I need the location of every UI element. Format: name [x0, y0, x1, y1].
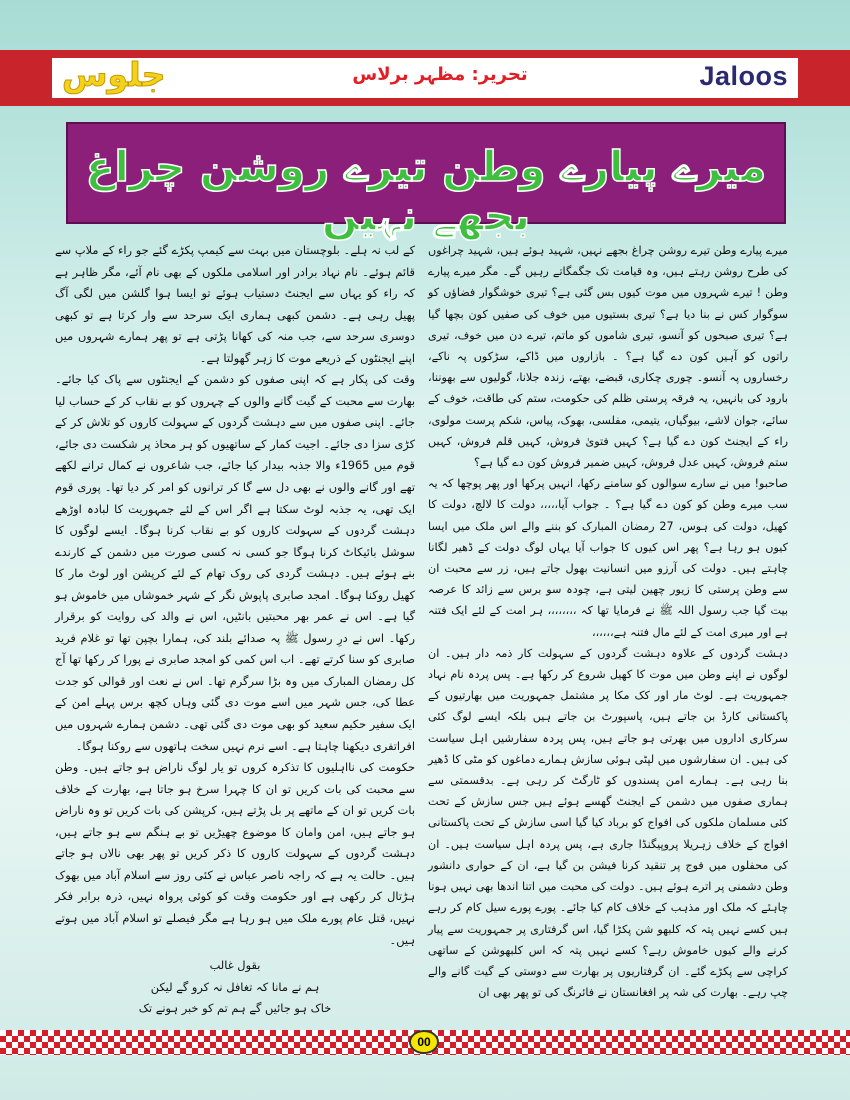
paragraph: میرے پیارے وطن تیرے روشن چراغ بجھے نہیں، شہید ہوئے ہیں، شہید چراغوں کی طرح روشن رہتے ہیں، وہ قیامت تک جگمگاتے رہیں گے۔ مگر میرے پیارے وطن ! تیرے شہروں میں موت کیوں بس گئی ہے؟ تیری خوشگوار فضاؤں کو سوگوار کس نے بنا دیا ہے؟ تیری بستیوں میں خوف کی صفیں کون بچھا گیا ہے؟ تیری صبحوں کو آنسو، تیری شاموں کو ماتم، تیرے دن میں خوف، تیری راتوں کو آہیں کون دے گیا ہے؟ ۔ بازاروں میں ڈاکے، سڑکوں پہ ناکے، رخساروں پہ آنسو۔ چوری چکاری، قبضے، بھتے، زندہ جلانا، گولیوں سے بھوننا، بارود کی بانہیں، یہ فرقہ پرستی ظلم کی حکومت، ستم کی طاقت، خوف کے سائے، جوان لاشے، بیوگیاں، یتیمی، مفلسی، بھوک، پیاس، شکم پرست مولوی، راء کے ایجنٹ کون دے گیا ہے؟ کہیں فتویٰ فروش، کہیں قلم فروش، کہیں ستم فروش، کہیں عدل فروش، کہیں ضمیر فروش کون دے گیا ہے؟	[428, 244, 788, 470]
byline: تحریر: مظہر برلاس	[352, 64, 528, 85]
column-right	[428, 240, 788, 1003]
logo-latin: Jaloos	[699, 61, 788, 91]
paragraph: وقت کی پکار ہے کہ اپنی صفوں کو دشمن کے ایجنٹوں سے پاک کیا جائے۔ بھارت سے محبت کے گیت گانے والوں کے چہروں کو بے نقاب کر کے حساب لیا جائے۔ اپنی صفوں میں سے دہشت گردوں کے سہولت کاروں کو تلاش کر کے کڑی سزا دی جائے۔ اجیت کمار کے ساتھیوں کو ہر محاذ پر شکست دی جائے، قوم میں 1965ء والا جذبہ بیدار کیا جائے، جب شاعروں نے کمال ترانے لکھے تھے اور گانے والوں نے بھی دل سے گا کر ترانوں کو امر کر دیا تھا۔ پوری قوم ایک تھی، یہ جذبہ لوٹ سکتا ہے اگر اس کے لئے جمہوریت کا لبادہ اوڑھے دہشت گردوں کے سہولت کاروں کو بے نقاب کرنا ہوگا۔ ایسے لوگوں کا سوشل بائیکاٹ کرنا ہوگا جو کسی نہ کسی صورت میں دشمن کے کارندے بنے ہوئے ہیں۔ دہشت گردی کی روک تھام کے لئے کرپشن اور لوٹ مار کا کھیل روکنا ہوگا۔ امجد صابری پاپوش نگر کے شہر خموشاں میں خاموش ہو گیا ہے۔ اس نے عمر بھر محبتیں بانٹیں، اس نے والد کی روایت کو برقرار رکھا۔ اس نے درِ رسول ﷺ پہ صدائے بلند کی، ہمارا بچپن تھا تو غلام فرید صابری کو سنا کرتے تھے۔ اب اس کمی کو امجد صابری نے پورا کر رکھا تھا آج کل رمضان المبارک میں وہ بڑا سرگرم تھا۔ اس نے نعت اور قوالی کو جدت عطا کی، جس شہر میں اسے موت دی گئی وہاں کچھ برس پہلے امن کے ایک سفیر حکیم سعید کو بھی موت دی گئی تھی۔ دشمن ہمارے شہروں میں افراتفری دیکھنا چاہتا ہے۔ اسے نرم نہیں سخت ہاتھوں سے روکنا ہوگا۔	[55, 372, 415, 753]
paragraph: دہشت گردوں کے علاوہ دہشت گردوں کے سہولت کار ذمہ دار ہیں۔ ان لوگوں نے اپنے وطن میں موت کا کھیل شروع کر رکھا ہے۔ پس پردہ نام نہاد جمہوریت ہے۔ لوٹ مار اور کک مکا پر مشتمل جمہوریت میں بھارتیوں کے پاکستانی کارڈ بن جاتے ہیں، پاسپورٹ بن جاتے ہیں بلکہ ایسے لوگ کئی سرکاری اداروں میں بھرتی ہو جاتے ہیں، پس پردہ سفارشیں اہل سیاست کی ہیں۔ ان سفارشوں میں لپٹی ہوئی سازش ہمارے دماغوں کو مٹی کا ڈھیر بنا رہی ہے۔ ہمارے امن پسندوں کو ٹارگٹ کر رہی ہے۔ بدقسمتی سے ہماری صفوں میں دشمن کے ایجنٹ گھسے ہوئے ہیں جس سازش کے تحت کئی مسلمان ملکوں کی افواج کو برباد کیا گیا اسی سازش کے تحت پاکستانی افواج کے خلاف زہریلا پروپیگنڈا جاری ہے، پس پردہ اہل سیاست ہیں۔ ان کی محفلوں میں فوج پر تنقید کرنا فیشن بن گیا ہے، ان کے حواری دانشور وطن دشمنی پر اترے ہوئے ہیں۔ دولت کی محبت میں اتنا اندھا بھی نہیں ہونا چاہئے کہ ملک اور مذہب کے خلاف کام کیا جائے۔ پورے پورے سیل کام کر رہے ہیں کسے نہیں پتہ کہ کلبھو شن پکڑا گیا، اس گرفتاری پر جمہوریت سے پیار کرنے والے کیوں خاموش رہے؟ کسے نہیں پتہ کہ اس کلبھوشن کے ساتھی کراچی سے پکڑے گئے۔ ان گرفتاریوں پر بھارت سے دوستی کے گیت گانے والے چپ رہے۔ بھارت کی شہ پر افغانستان نے فائرنگ کی تو پھر بھی ان	[428, 646, 788, 1000]
poem-line: خاک ہو جائیں گے ہم تم کو خبر ہونے تک	[138, 1001, 332, 1016]
paragraph: کے لب نہ ہلے۔ بلوچستان میں بہت سے کیمپ پکڑے گئے جو راء کے ملاپ سے قائم ہوئے۔ نام نہاد برادر اور اسلامی ملکوں کے بھی نام آئے، مگر ظاہر ہے کہ راء کو یہاں سے ایجنٹ دستیاب ہوئے تو ایسا ہوا گلشن میں لگی آگ پھیل رہی ہے۔ دشمن کبھی ہماری ایک سرحد سے وار کرتا ہے تو کبھی دوسری سرحد سے، جب منہ کی کھانا پڑتی ہے تو پھر ہمارے شہروں میں اپنے ایجنٹوں کے ذریعے موت کا زہر گھولتا ہے۔	[55, 243, 415, 365]
logo-urdu: جلوس	[62, 55, 166, 94]
poem-line: ہم نے مانا کہ تغافل نہ کرو گے لیکن	[150, 979, 320, 994]
headline-box	[66, 122, 786, 240]
headline: میرے پیارے وطن تیرے روشن چراغ بجھے نہیں	[85, 142, 767, 240]
poem-heading: بقول غالب	[209, 958, 261, 973]
page-number: 00	[409, 1030, 439, 1054]
poem	[55, 955, 415, 1020]
paragraph: صاحبو! میں نے سارے سوالوں کو سامنے رکھا، انہیں پرکھا اور پھر پوچھا کہ یہ سب میرے وطن کو کون دے گیا ہے؟ ۔ جواب آیا،،،،، دولت کا لالچ، دولت کا کھیل، دولت کی ہوس، 27 رمضان المبارک کو بننے والے اس ملک میں ایسا کیوں ہو رہا ہے؟ پھر اس کیوں کا جواب آیا یہاں لوگ دولت کے ڈھیر لگانا چاہتے ہیں۔ دولت کی آرزو میں انسانیت بھول جاتے ہیں، زر سے محبت ان سے وطن پرستی کا زیور چھین لیتی ہے، چودہ سو برس سے زائد کا عرصہ بیت گیا جب رسول اللہ ﷺ نے فرمایا تھا کہ ،،،،،،،، ہر امت کے لئے ایک فتنہ ہے اور میری امت کے لئے مال فتنہ ہے،،،،،،	[428, 477, 788, 639]
paragraph: حکومت کی نااہلیوں کا تذکرہ کروں تو یار لوگ ناراض ہو جاتے ہیں۔ وطن سے محبت کی بات کریں تو ان کا چہرا سرخ ہو جاتا ہے، بھارت کے خلاف بات کریں تو ان کے ماتھے پر بل پڑتے ہیں، کرپشن کی بات کریں تو وہ ناراض ہو جاتے ہیں، امن وامان کا موضوع چھیڑیں تو بے ہنگم سے ہو جاتے ہیں، دہشت گردوں کے سہولت کاروں کا ذکر کریں تو پھر بھی نالاں ہو جاتے ہیں۔ حالت یہ ہے کہ راجہ ناصر عباس نے کئی روز سے اسلام آباد میں بھوک ہڑتال کر رکھی ہے اور حکومت وقت کو کوئی پرواہ نہیں، ذرہ برابر فکر نہیں، قتل عام پورے ملک میں ہو رہا ہے مگر فیصلے تو اسلام آباد میں ہوتے ہیں۔	[55, 760, 415, 947]
column-left	[55, 240, 415, 1020]
